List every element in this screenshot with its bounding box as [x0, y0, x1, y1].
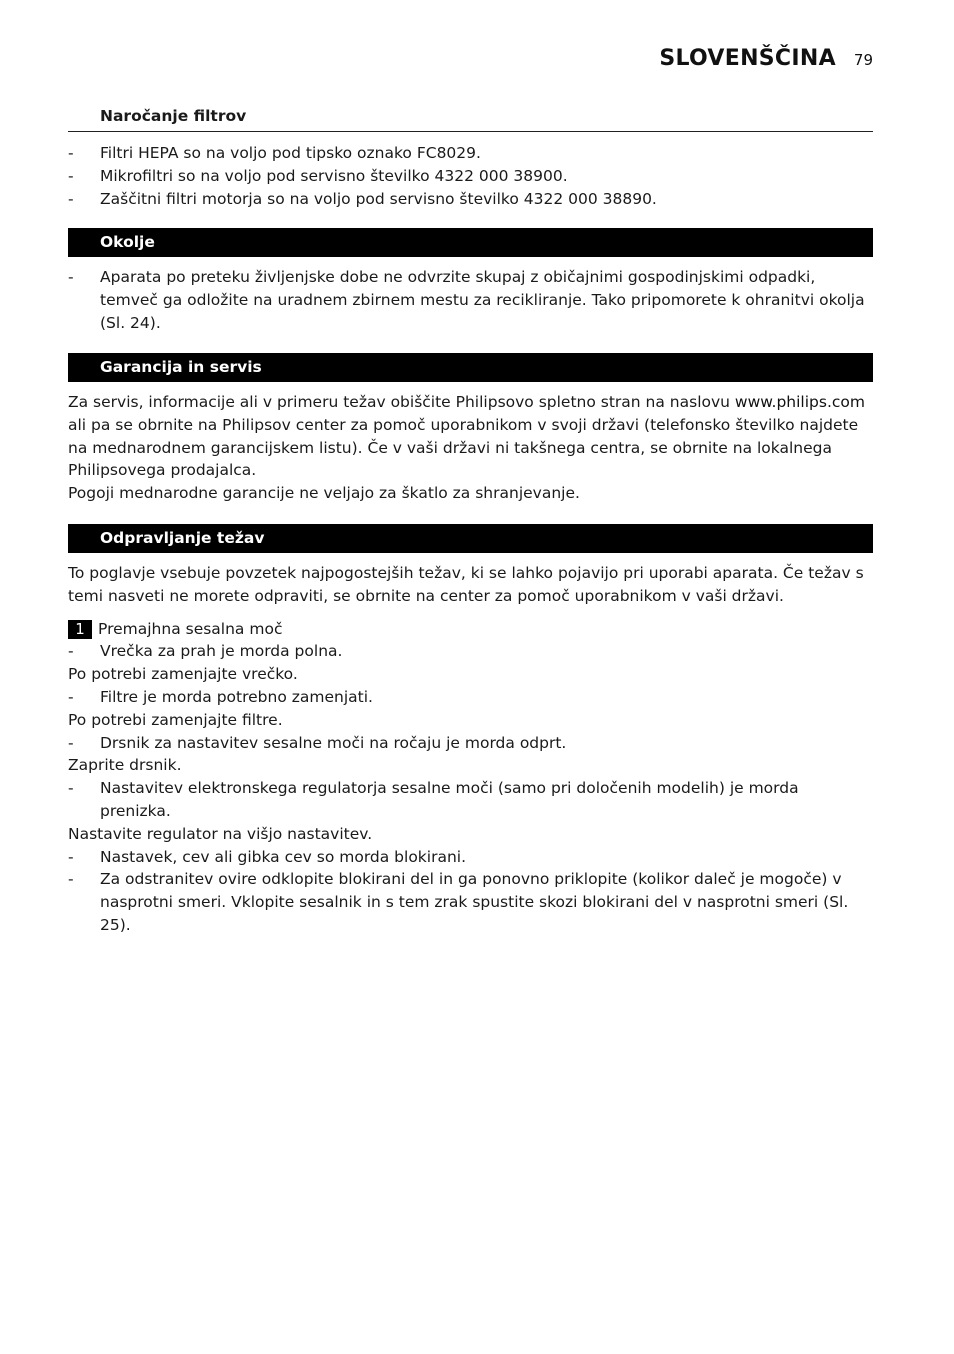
- solution-text: Po potrebi zamenjajte filtre.: [68, 710, 283, 729]
- solution-text: Po potrebi zamenjajte vrečko.: [68, 665, 298, 684]
- environment-list: [68, 266, 873, 334]
- troubleshooting-content: [68, 562, 873, 937]
- page-number: 79: [853, 51, 873, 69]
- solution-text: Nastavite regulator na višjo nastavitev.: [68, 824, 373, 843]
- filters-list: [68, 142, 873, 210]
- cause-item: - Nastavitev elektronskega regulatorja sesalne moči (samo pri določenih modelih) je morda prenizka.: [68, 777, 873, 823]
- section-heading-filters: Naročanje filtrov: [68, 107, 873, 132]
- section-heading-troubleshooting: Odpravljanje težav: [68, 524, 873, 553]
- troubleshooting-intro: To poglavje vsebuje povzetek najpogostejših težav, ki se lahko pojavijo pri uporabi aparata. Če težav s temi nasveti ne morete odpraviti, se obrnite na center za pomoč uporabnikom v vaši državi.: [68, 564, 864, 605]
- warranty-exclusion: Pogoji mednarodne garancije ne veljajo za škatlo za shranjevanje.: [68, 484, 580, 503]
- list-item: - Mikrofiltri so na voljo pod servisno številko 4322 000 38900.: [68, 165, 873, 188]
- warranty-text-end: ali pa se obrnite na Philipsov center za pomoč uporabnikom v svoji državi (telefonsko številko najdete na mednarodnem garancijskem listu). Če v vaši državi ni takšnega centra, se obrnite na lokalnega Philipsovega prodajalca.: [68, 415, 859, 480]
- list-item: - Aparata po preteku življenjske dobe ne odvrzite skupaj z običajnimi gospodinjskimi odpadki, temveč ga odložite na uradnem zbirnem mestu za recikliranje. Tako pripomorete k ohranitvi okolja (Sl. 24).: [68, 266, 873, 334]
- problem-title: Premajhna sesalna moč: [98, 619, 283, 638]
- list-item: - Filtri HEPA so na voljo pod tipsko oznako FC8029.: [68, 142, 873, 165]
- language-title: SLOVENŠČINA: [659, 46, 836, 71]
- warranty-text: [68, 391, 873, 505]
- cause-item: - Drsnik za nastavitev sesalne moči na ročaju je morda odprt.: [68, 732, 873, 755]
- page-header: [659, 46, 873, 76]
- section-heading-environment: Okolje: [68, 228, 873, 257]
- warranty-text-start: Za servis, informacije ali v primeru težav obiščite Philipsovo spletno stran na naslovu: [68, 393, 735, 411]
- solution-text: Zaprite drsnik.: [68, 756, 182, 775]
- cause-item: - Nastavek, cev ali gibka cev so morda blokirani.: [68, 846, 873, 869]
- warranty-paragraph: [68, 391, 873, 482]
- problem-number-badge: 1: [68, 620, 92, 639]
- cause-item: - Filtre je morda potrebno zamenjati.: [68, 686, 873, 709]
- section-heading-warranty: Garancija in servis: [68, 353, 873, 382]
- cause-item: - Za odstranitev ovire odklopite blokirani del in ga ponovno priklopite (kolikor daleč je mogoče) v nasprotni smeri. Vklopite sesalnik in s tem zrak spustite skozi blokirani del v nasprotni smeri (Sl. 25).: [68, 868, 873, 936]
- list-item: - Zaščitni filtri motorja so na voljo pod servisno številko 4322 000 38890.: [68, 188, 873, 211]
- problem-heading: [68, 618, 873, 641]
- cause-item: - Vrečka za prah je morda polna.: [68, 640, 873, 663]
- philips-website-link[interactable]: www.philips.com: [734, 393, 865, 411]
